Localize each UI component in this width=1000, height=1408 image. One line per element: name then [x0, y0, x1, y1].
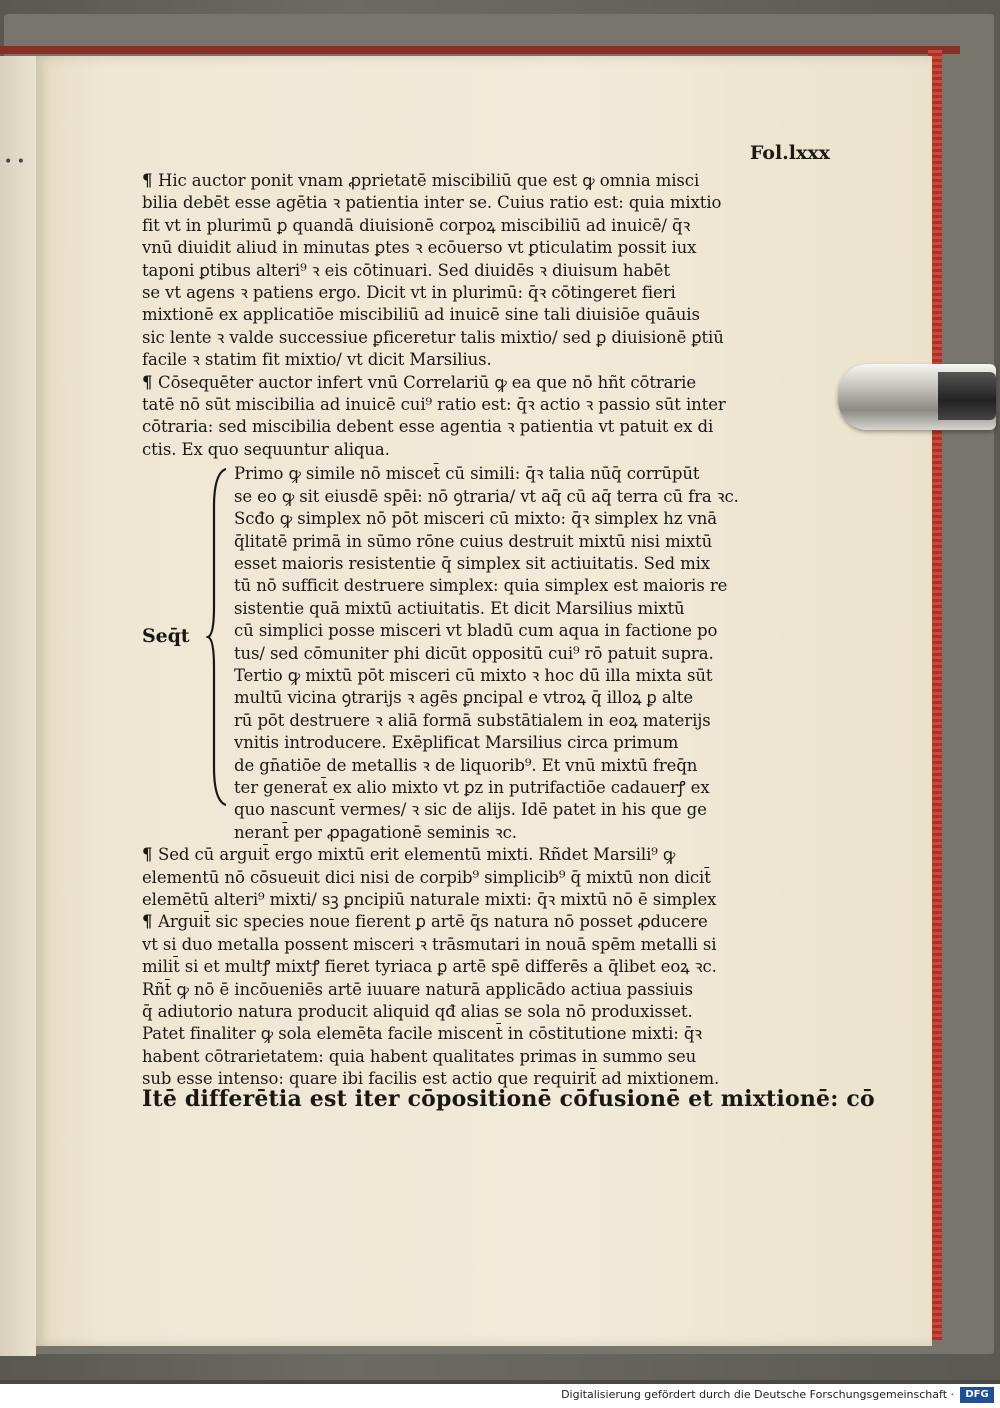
text-line: sic lente ꝛ valde successiue ꝑficeretur talis mixtio/ sed ꝑ diuisionē ꝑtiū — [142, 327, 724, 347]
text-line: sub esse intenso: quare ibi facilis est actio que requirit̄ ad mixtionem. — [142, 1069, 720, 1089]
text-line: q̄ adiutorio natura producit aliquid qđ alias se sola nō produxisset. — [142, 1002, 693, 1022]
gutter-marks: • • — [4, 154, 25, 170]
main-text-block — [142, 170, 746, 1091]
sequitur-label: Seq̄t — [142, 625, 190, 648]
paragraph-1 — [142, 170, 746, 372]
bracket-text — [234, 463, 746, 844]
text-line: multū vicina ꝯtrarijs ꝛ agēs ꝑncipal e vtroꝝ q̄ illoꝝ ꝑ alte — [234, 688, 693, 708]
text-line: Primo ꝙ simile nō miscet̄ cū simili: q̄ꝛ talia nūq̄ corrūpūt — [234, 464, 700, 484]
text-line: elementū nō cōsueuit dici nisi de corpib⁹ simplicib⁹ q̄ mixtū non dicit̄ — [142, 867, 711, 887]
footer-bar — [0, 1384, 1000, 1408]
folio-number: Fol.lxxx — [749, 142, 830, 164]
facing-page-edge — [0, 56, 36, 1356]
text-line: ¶ Arguit̄ sic species noue fierent ꝑ artē q̄s natura nō posset ꝓducere — [142, 912, 708, 932]
text-line: cū simplici posse misceri vt bladū cum aqua in factione po — [234, 621, 718, 641]
pilcrow-icon: ¶ — [142, 171, 159, 190]
text-line: ter generat̄ ex alio mixto vt ꝑz in putrifactiōe cadauerꝭ ex — [234, 777, 710, 797]
text-line: ¶ Sed cū arguit̄ ergo mixtū erit elementū mixti. Rñdet Marsili⁹ ꝙ — [142, 845, 676, 865]
text-line: cōtraria: sed miscibilia debent esse agentia ꝛ patientia vt patuit ex di — [142, 417, 714, 437]
text-line: bilia debēt esse agētia ꝛ patientia inter se. Cuius ratio est: quia mixtio — [142, 193, 722, 213]
text-line: nerant̄ per ꝓpagationē seminis ꝛc. — [234, 822, 517, 842]
text-line: milit̄ si et multꝭ mixtꝭ fieret tyriaca ꝑ artē spē differēs a q̄libet eoꝝ ꝛc. — [142, 957, 717, 977]
text-line: tatē nō sūt miscibilia ad inuicē cui⁹ ratio est: q̄ꝛ actio ꝛ passio sūt inter — [142, 395, 726, 415]
curly-brace-icon — [206, 467, 228, 807]
bracketed-consequences — [142, 463, 746, 844]
text-line: quo nascunt̄ vermes/ ꝛ sic de alijs. Idē patet in his que ge — [234, 800, 707, 820]
pilcrow-icon: ¶ — [142, 912, 159, 932]
paragraph-2 — [142, 372, 746, 462]
text-line: ctis. Ex quo sequuntur aliqua. — [142, 439, 390, 459]
text-line: ¶ Hic auctor ponit vnam ꝓprietatē miscibiliū que est ꝙ omnia misci — [142, 171, 700, 190]
funding-credit: Digitalisierung gefördert durch die Deutsche Forschungsgemeinschaft · — [561, 1388, 954, 1401]
dfg-logo: DFG — [960, 1387, 994, 1403]
paragraph-3 — [142, 844, 746, 911]
text-line: elemētū alteri⁹ mixti/ sꝫ ꝑncipiū naturale mixti: q̄ꝛ mixtū nō ē simplex — [142, 890, 717, 909]
text-line: tū nō sufficit destruere simplex: quia simplex est maioris re — [234, 576, 728, 596]
section-heading-line: Itē differētia est iter cōpositionē cōfusionē et mixtionē: cō — [142, 1086, 875, 1112]
glass-page-weight — [838, 364, 996, 430]
text-line: de gn̄atiōe de metallis ꝛ de liquorib⁹. Et vnū mixtū freq̄n — [234, 755, 698, 775]
text-line: tus/ sed cōmuniter phi dicūt oppositū cui⁹ rō patuit supra. — [234, 643, 714, 663]
text-line: rū pōt destruere ꝛ aliā formā substātialem in eoꝝ materijs — [234, 710, 711, 730]
pilcrow-icon: ¶ — [142, 372, 159, 392]
text-line: mixtionē ex applicatiōe miscibiliū ad inuicē sine tali diuisiōe quāuis — [142, 305, 700, 325]
text-line: taponi ꝑtibus alteri⁹ ꝛ eis cōtinuari. Sed diuidēs ꝛ diuisum habēt — [142, 260, 670, 280]
text-line: esset maioris resistentie q̄ simplex sit actiuitatis. Sed mix — [234, 553, 711, 573]
text-line: q̄litatē primā in sūmo rōne cuius destruit mixtū nisi mixtū — [234, 531, 713, 551]
text-line: se eo ꝙ sit eiusdē spēi: nō ꝯtraria/ vt aq̄ cū aq̄ terra cū fra ꝛc. — [234, 486, 739, 506]
text-line: Scđo ꝙ simplex nō pōt misceri cū mixto: q̄ꝛ simplex hz vnā — [234, 509, 717, 529]
text-line: Patet finaliter ꝙ sola elemēta facile miscent̄ in cōstitutione mixti: q̄ꝛ — [142, 1024, 703, 1044]
text-line: ¶ Cōsequēter auctor infert vnū Correlariū ꝙ ea que nō hñt cōtrarie — [142, 372, 697, 392]
text-line: Tertio ꝙ mixtū pōt misceri cū mixto ꝛ hoc dū illa mixta sūt — [234, 665, 713, 685]
text-line: habent cōtrarietatem: quia habent qualitates primas in summo seu — [142, 1046, 697, 1066]
text-line: fit vt in plurimū ꝑ quandā diuisionē corpoꝝ miscibiliū ad inuicē/ q̄ꝛ — [142, 215, 691, 235]
text-line: sistentie quā mixtū actiuitatis. Et dicit Marsilius mixtū — [234, 598, 685, 618]
text-line: vt si duo metalla possent misceri ꝛ trāsmutari in nouā spēm metalli si — [142, 934, 717, 954]
text-line: vnitis introducere. Exēplificat Marsilius circa primum — [234, 733, 679, 753]
text-line: se vt agens ꝛ patiens ergo. Dicit vt in plurimū: q̄ꝛ cōtingeret fieri — [142, 283, 676, 303]
pilcrow-icon: ¶ — [142, 845, 159, 865]
text-line: vnū diuidit aliud in minutas ꝑtes ꝛ ecōuerso vt ꝑticulatim possit iux — [142, 238, 697, 258]
cover-edge — [0, 46, 960, 54]
text-line: Rñt̄ ꝙ nō ē incōueniēs artē iuuare naturā applicādo actiua passiuis — [142, 979, 693, 999]
paragraph-4 — [142, 911, 746, 1090]
text-line: facile ꝛ statim fit mixtio/ vt dicit Marsilius. — [142, 350, 492, 370]
